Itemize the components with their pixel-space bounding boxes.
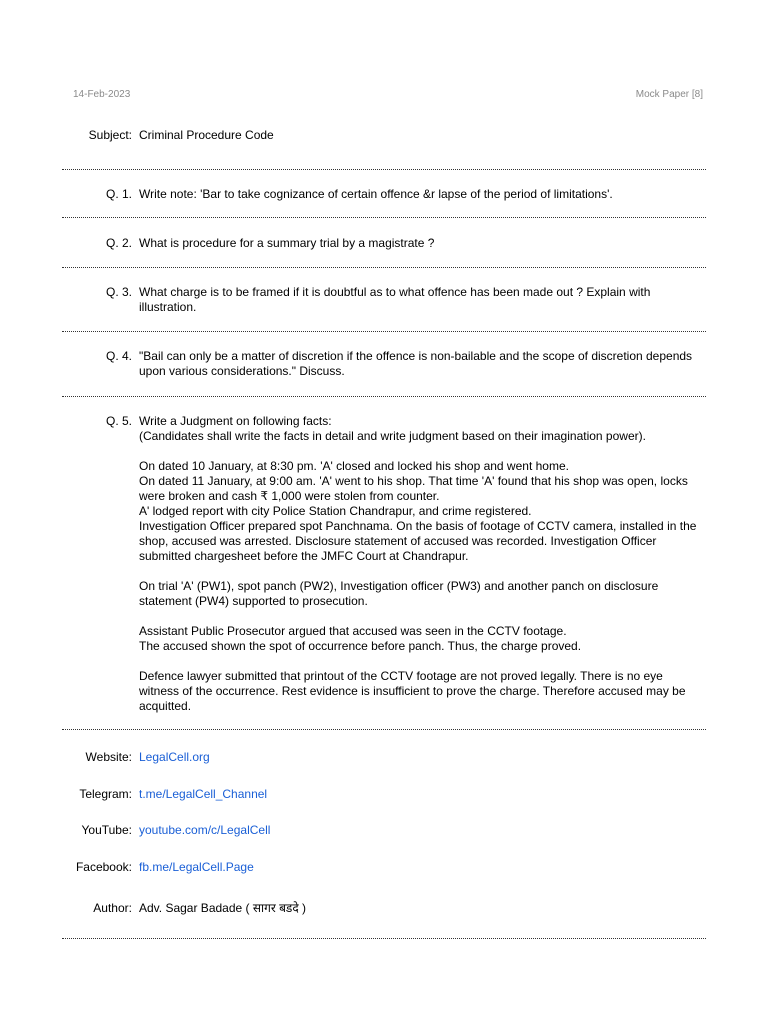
youtube-link[interactable]: youtube.com/c/LegalCell — [139, 823, 271, 837]
author-label: Author: — [93, 901, 132, 915]
subject-label: Subject: — [88, 128, 132, 142]
separator — [62, 331, 706, 332]
question-4 — [0, 349, 768, 379]
author-row — [0, 901, 768, 916]
separator — [62, 169, 706, 170]
facebook-row — [0, 860, 768, 875]
telegram-label: Telegram: — [79, 787, 132, 801]
question-paragraph: Defence lawyer submitted that printout of the CCTV footage are not proved legally. There is no eye witness of the occurrence. Rest evidence is insufficient to prove the charge. Therefore accused may be acquitted. — [139, 669, 686, 713]
separator — [62, 729, 706, 730]
question-text: What is procedure for a summary trial by a magistrate ? — [139, 236, 435, 250]
question-paragraph: On trial 'A' (PW1), spot panch (PW2), Investigation officer (PW3) and another panch on disclosure statement (PW4) supported to prosecution. — [139, 579, 659, 608]
subject-value: Criminal Procedure Code — [139, 128, 274, 142]
question-text: Write note: 'Bar to take cognizance of certain offence &r lapse of the period of limitations'. — [139, 187, 613, 201]
header-date: 14-Feb-2023 — [73, 89, 131, 100]
question-3 — [0, 285, 768, 315]
question-number: Q. 3. — [105, 285, 132, 299]
subject-row — [0, 128, 768, 143]
question-number: Q. 1. — [105, 187, 132, 201]
youtube-label: YouTube: — [81, 823, 132, 837]
question-body — [139, 414, 699, 714]
website-label: Website: — [85, 750, 132, 764]
youtube-row — [0, 823, 768, 838]
question-1 — [0, 187, 768, 202]
website-link[interactable]: LegalCell.org — [139, 750, 210, 764]
telegram-row — [0, 787, 768, 802]
page-header — [73, 89, 703, 100]
question-number: Q. 4. — [105, 349, 132, 363]
question-paragraph: Assistant Public Prosecutor argued that accused was seen in the CCTV footage. The accused shown the spot of occurrence before panch. Thus, the charge proved. — [139, 624, 582, 653]
question-text: What charge is to be framed if it is doubtful as to what offence has been made out ? Explain with illustration. — [139, 285, 651, 314]
facebook-label: Facebook: — [75, 860, 132, 874]
separator — [62, 396, 706, 397]
separator — [62, 267, 706, 268]
header-paper-name: Mock Paper [8] — [635, 89, 703, 100]
separator — [62, 217, 706, 218]
question-number: Q. 5. — [105, 414, 132, 428]
question-paragraph: Write a Judgment on following facts: (Candidates shall write the facts in detail and write judgment based on their imagination power). — [139, 414, 646, 443]
question-paragraph: On dated 10 January, at 8:30 pm. 'A' closed and locked his shop and went home. On dated 11 January, at 9:00 am. 'A' went to his shop. That time 'A' found that his shop was open, locks were broken and cash ₹ 1,000 were stolen from counter. A' lodged report with city Police Station Chandrapur, and crime registered. Investigation Officer prepared spot Panchnama. On the basis of footage of CCTV camera, installed in the shop, accused was arrested. Disclosure statement of accused was recorded. Investigation Officer submitted chargesheet before the JMFC Court at Chandrapur. — [139, 459, 697, 563]
question-5 — [0, 414, 768, 714]
author-name: Adv. Sagar Badade ( सागर बडदे ) — [139, 901, 307, 915]
question-text: "Bail can only be a matter of discretion if the offence is non-bailable and the scope of discretion depends upon various considerations." Discuss. — [139, 349, 693, 378]
website-row — [0, 750, 768, 765]
question-number: Q. 2. — [105, 236, 132, 250]
telegram-link[interactable]: t.me/LegalCell_Channel — [139, 787, 268, 801]
separator — [62, 938, 706, 939]
facebook-link[interactable]: fb.me/LegalCell.Page — [139, 860, 254, 874]
question-2 — [0, 236, 768, 251]
